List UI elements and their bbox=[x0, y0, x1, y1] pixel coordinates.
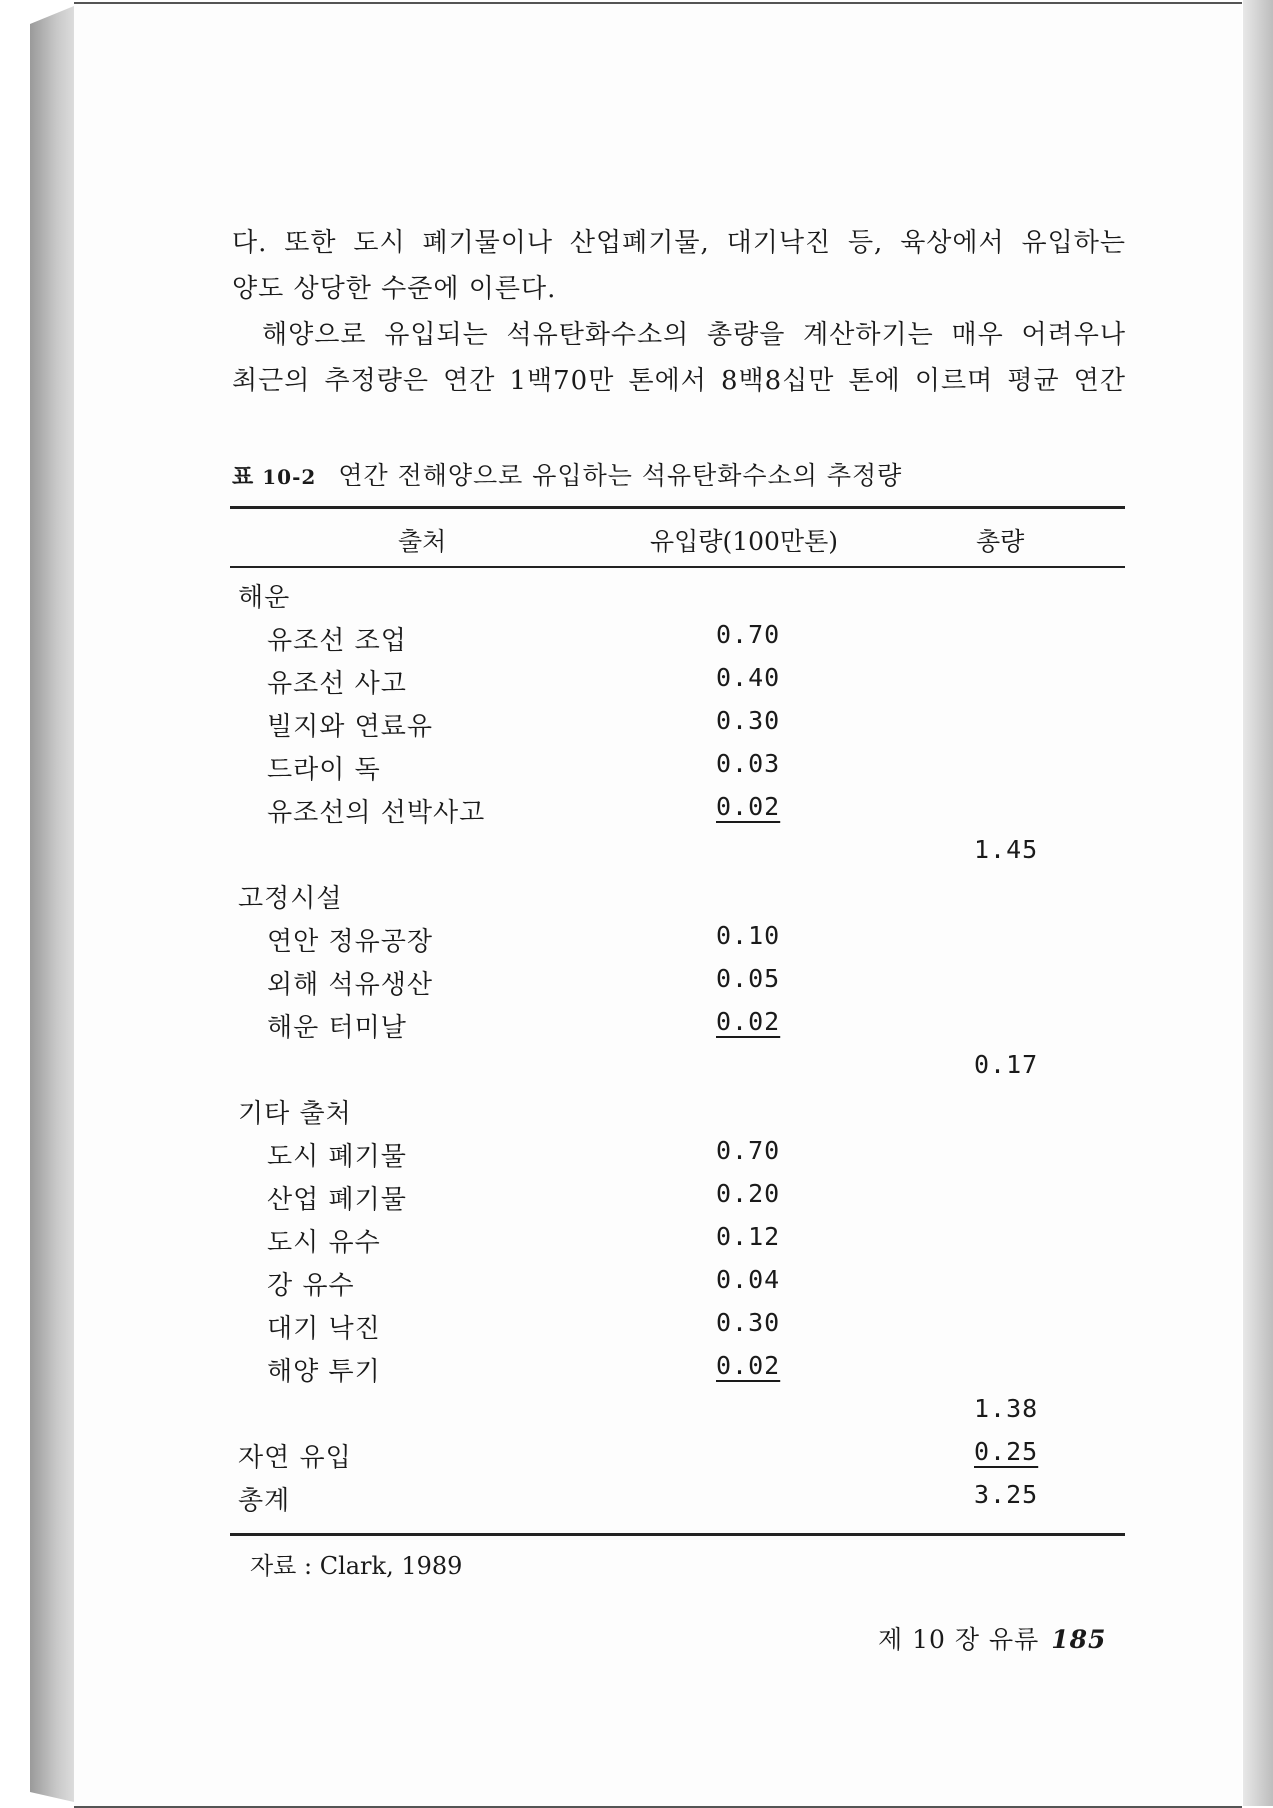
inflow-value: 0.20 bbox=[716, 1179, 781, 1208]
chapter-title: 제 10 장 유류 bbox=[878, 1625, 1040, 1654]
item-label: 연안 정유공장 bbox=[267, 927, 433, 957]
paragraph-line: 최근의 추정량은 연간 1백70만 톤에서 8백8십만 톤에 이르며 평균 연간 bbox=[232, 366, 1126, 396]
table-row bbox=[0, 1480, 1273, 1520]
table-header-rule bbox=[230, 566, 1125, 568]
table-top-rule bbox=[230, 506, 1125, 509]
inflow-value: 0.30 bbox=[716, 706, 781, 735]
header-total: 총량 bbox=[976, 527, 1025, 556]
total-value: 0.17 bbox=[974, 1050, 1039, 1079]
total-value: 3.25 bbox=[974, 1480, 1039, 1509]
item-label: 산업 폐기물 bbox=[267, 1185, 407, 1215]
paragraph-line: 다. 또한 도시 폐기물이나 산업폐기물, 대기낙진 등, 육상에서 유입하는 bbox=[232, 228, 1126, 258]
item-label: 강 유수 bbox=[267, 1271, 355, 1301]
category-label: 고정시설 bbox=[238, 884, 343, 914]
total-value: 0.25 bbox=[974, 1437, 1039, 1466]
header-inflow: 유입량(100만톤) bbox=[650, 527, 838, 556]
item-label: 빌지와 연료유 bbox=[267, 712, 433, 742]
item-label: 유조선의 선박사고 bbox=[267, 798, 486, 828]
paragraph-2 bbox=[232, 312, 1126, 404]
inflow-value: 0.12 bbox=[716, 1222, 781, 1251]
table-row bbox=[0, 1007, 1273, 1047]
paragraph-1 bbox=[232, 220, 1126, 312]
table-row bbox=[0, 878, 1273, 918]
inflow-value: 0.70 bbox=[716, 620, 781, 649]
table-row bbox=[0, 964, 1273, 1004]
item-label: 외해 석유생산 bbox=[267, 970, 433, 1000]
table-row bbox=[0, 1394, 1273, 1434]
category-label: 자연 유입 bbox=[238, 1443, 352, 1473]
item-label: 드라이 독 bbox=[267, 755, 381, 785]
caption-prefix: 표 bbox=[232, 464, 255, 490]
inflow-value: 0.02 bbox=[716, 1351, 781, 1380]
table-row bbox=[0, 835, 1273, 875]
inflow-value: 0.02 bbox=[716, 1007, 781, 1036]
inflow-value: 0.40 bbox=[716, 663, 781, 692]
table-row bbox=[0, 1093, 1273, 1133]
item-label: 도시 유수 bbox=[267, 1228, 381, 1258]
table-row bbox=[0, 1222, 1273, 1262]
category-label: 해운 bbox=[238, 583, 291, 613]
table-row bbox=[0, 620, 1273, 660]
table-row bbox=[0, 792, 1273, 832]
inflow-value: 0.10 bbox=[716, 921, 781, 950]
caption-title: 연간 전해양으로 유입하는 석유탄화수소의 추정량 bbox=[338, 461, 903, 490]
item-label: 유조선 조업 bbox=[267, 626, 407, 656]
table-row bbox=[0, 577, 1273, 617]
page-footer bbox=[878, 1620, 1106, 1656]
item-label: 대기 낙진 bbox=[267, 1314, 381, 1344]
total-value: 1.38 bbox=[974, 1394, 1039, 1423]
table-bottom-rule bbox=[230, 1533, 1125, 1536]
table-row bbox=[0, 663, 1273, 703]
item-label: 해양 투기 bbox=[267, 1357, 381, 1387]
table-row bbox=[0, 1437, 1273, 1477]
inflow-value: 0.02 bbox=[716, 792, 781, 821]
page-number: 185 bbox=[1051, 1625, 1107, 1654]
inflow-value: 0.03 bbox=[716, 749, 781, 778]
table-row bbox=[0, 706, 1273, 746]
total-value: 1.45 bbox=[974, 835, 1039, 864]
table-row bbox=[0, 921, 1273, 961]
table-row bbox=[0, 1308, 1273, 1348]
table-row bbox=[0, 749, 1273, 789]
table-caption bbox=[232, 456, 902, 492]
header-source: 출처 bbox=[398, 527, 447, 556]
paragraph-line: 해양으로 유입되는 석유탄화수소의 총량을 계산하기는 매우 어려우나 bbox=[262, 320, 1126, 350]
category-label: 기타 출처 bbox=[238, 1099, 352, 1129]
category-label: 총계 bbox=[238, 1486, 291, 1516]
inflow-value: 0.04 bbox=[716, 1265, 781, 1294]
table-row bbox=[0, 1136, 1273, 1176]
table-row bbox=[0, 1351, 1273, 1391]
table-row bbox=[0, 1179, 1273, 1219]
inflow-value: 0.05 bbox=[716, 964, 781, 993]
item-label: 해운 터미날 bbox=[267, 1013, 407, 1043]
table-row bbox=[0, 1265, 1273, 1305]
table-row bbox=[0, 1050, 1273, 1090]
caption-number: 10-2 bbox=[262, 465, 317, 489]
inflow-value: 0.30 bbox=[716, 1308, 781, 1337]
item-label: 도시 폐기물 bbox=[267, 1142, 407, 1172]
source-note: 자료 : Clark, 1989 bbox=[250, 1552, 463, 1580]
item-label: 유조선 사고 bbox=[267, 669, 407, 699]
paragraph-line: 양도 상당한 수준에 이른다. bbox=[232, 274, 557, 304]
inflow-value: 0.70 bbox=[716, 1136, 781, 1165]
